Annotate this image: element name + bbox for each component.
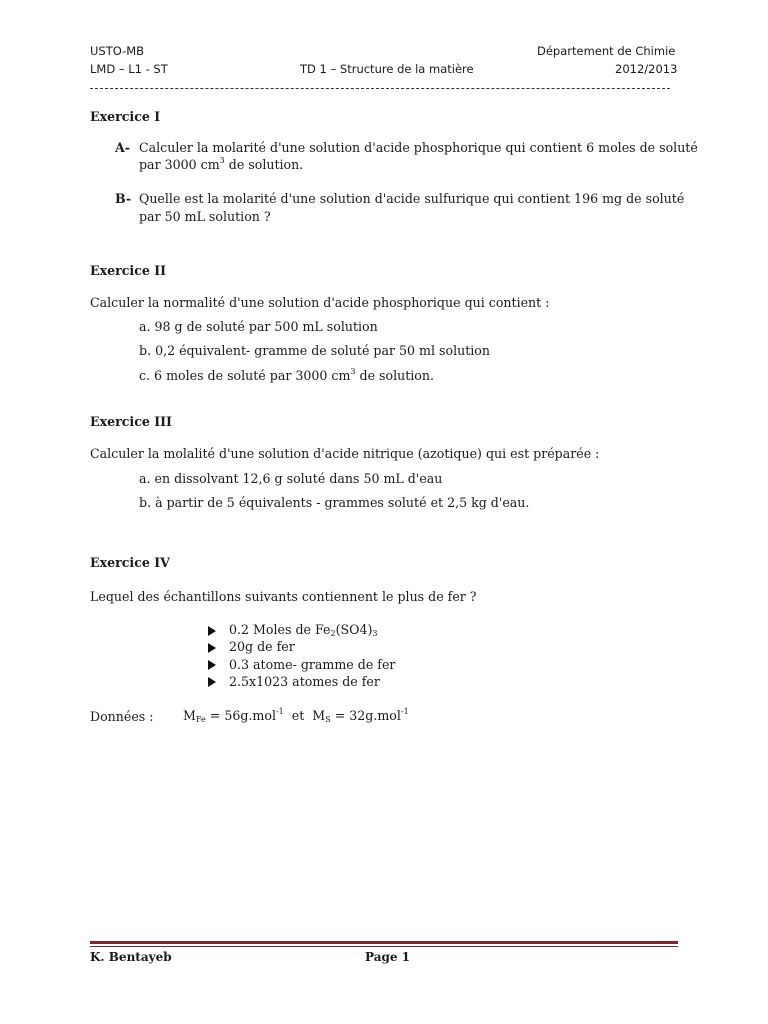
exercise-2-title: Exercice II: [90, 263, 167, 278]
footer-rule-thin: [90, 946, 678, 947]
exercise-1-a-letter: A-: [115, 140, 130, 155]
exercise-3-intro: Calculer la molalité d'une solution d'acide nitrique (azotique) qui est préparée :: [90, 446, 600, 461]
exercise-1-title: Exercice I: [90, 109, 161, 124]
footer-page-number: Page 1: [365, 950, 411, 964]
header-department: Département de Chimie: [537, 44, 676, 58]
exercise-2-item-b: b. 0,2 équivalent- gramme de soluté par 50 ml solution: [139, 343, 490, 358]
header-year: 2012/2013: [615, 62, 678, 76]
header-institution: USTO-MB: [90, 44, 145, 58]
exercise-2-item-a: a. 98 g de soluté par 500 mL solution: [139, 319, 378, 334]
exercise-2-item-c: c. 6 moles de soluté par 3000 $cm^3$ de solution.: [139, 367, 435, 383]
exercise-4-item-4: 2.5x1023 atomes de fer: [229, 674, 380, 689]
arrow-bullet-icon: [208, 626, 216, 636]
footer-rule-thick: [90, 941, 678, 944]
exercise-1-b-line1: Quelle est la molarité d'une solution d'acide sulfurique qui contient 196 mg de soluté: [139, 191, 685, 206]
exercise-4-title: Exercice IV: [90, 555, 170, 570]
footer-author: K. Bentayeb: [90, 950, 172, 964]
exercise-3-item-a: a. en dissolvant 12,6 g soluté dans 50 mL d'eau: [139, 471, 443, 486]
exercise-2-intro: Calculer la normalité d'une solution d'acide phosphorique qui contient :: [90, 295, 550, 310]
exercise-1-b-letter: B-: [115, 191, 132, 206]
molar-mass-data: $M_{Fe} = 56g.mol^{-1}$ et $M_S = 32g.mol^{-1}$: [183, 707, 409, 724]
exercise-3-item-b: b. à partir de 5 équivalents - grammes soluté et 2,5 kg d'eau.: [139, 495, 530, 510]
exercise-1-a-line1: Calculer la molarité d'une solution d'acide phosphorique qui contient 6 moles de soluté: [139, 140, 698, 155]
arrow-bullet-icon: [208, 660, 216, 670]
header-td-title: TD 1 – Structure de la matière: [300, 62, 474, 76]
exercise-3-title: Exercice III: [90, 414, 172, 429]
exercise-4-item-1: 0.2 Moles de $Fe_2(SO4)_3$: [229, 622, 378, 638]
header-divider: [90, 88, 670, 89]
exercise-4-question: Lequel des échantillons suivants contiennent le plus de fer ?: [90, 589, 477, 604]
data-label: Données :: [90, 709, 154, 724]
exercise-4-item-3: 0.3 atome- gramme de fer: [229, 657, 396, 672]
exercise-4-item-2: 20g de fer: [229, 639, 295, 654]
header-level: LMD – L1 - ST: [90, 62, 168, 76]
arrow-bullet-icon: [208, 643, 216, 653]
exercise-1-b-line2: par 50 mL solution ?: [139, 209, 271, 224]
arrow-bullet-icon: [208, 677, 216, 687]
exercise-1-a-line2: par 3000 $cm^3$ de solution.: [139, 156, 304, 172]
